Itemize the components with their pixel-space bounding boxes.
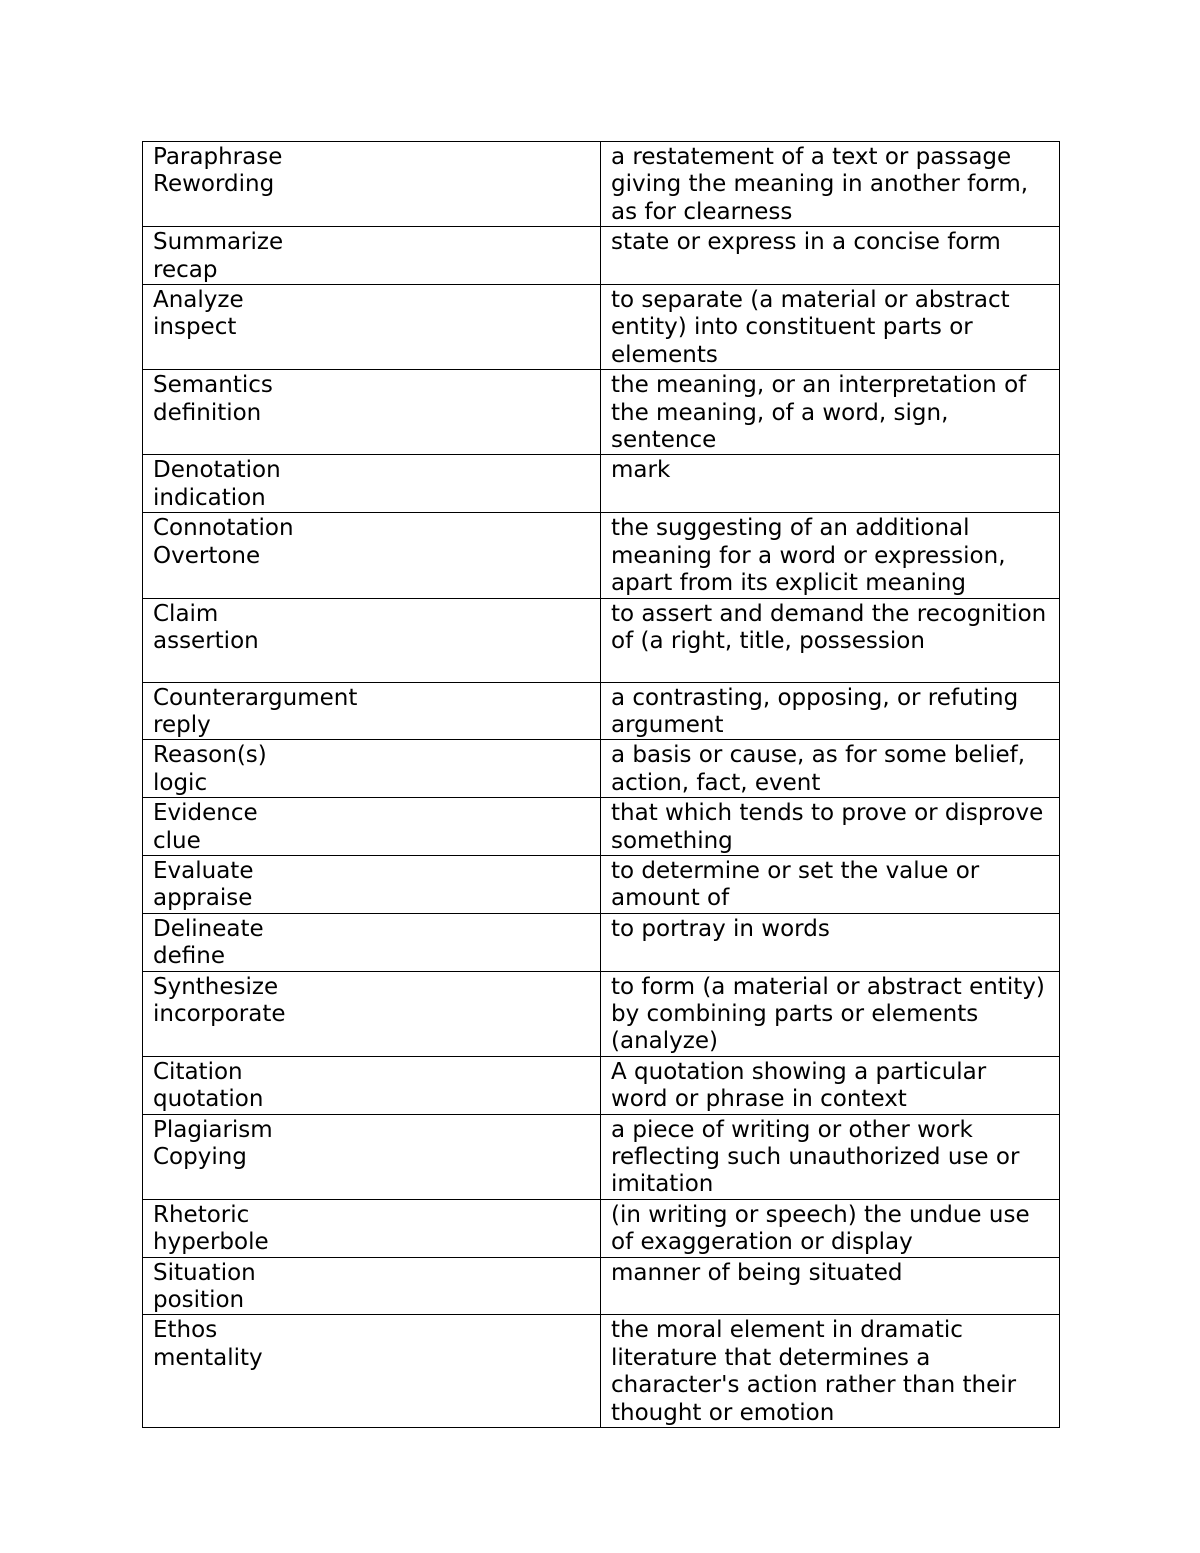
term-word: Citation xyxy=(153,1058,243,1085)
synonym-word: position xyxy=(153,1287,245,1314)
definition-cell xyxy=(601,971,1060,1056)
table-row xyxy=(143,682,1060,740)
term-cell xyxy=(143,913,601,971)
synonym-word: indication xyxy=(153,484,266,511)
definition-cell xyxy=(601,227,1060,285)
term-word: Plagiarism xyxy=(153,1116,273,1143)
term-cell xyxy=(143,798,601,856)
synonym-word: appraise xyxy=(153,885,253,912)
term-cell xyxy=(143,142,601,227)
synonym-word: define xyxy=(153,943,225,970)
definition-cell xyxy=(601,1257,1060,1315)
definition-text: state or express in a concise form xyxy=(611,229,1001,256)
table-row xyxy=(143,740,1060,798)
term-cell xyxy=(143,855,601,913)
definition-cell xyxy=(601,1056,1060,1114)
table-row xyxy=(143,455,1060,513)
definition-text: to form (a material or abstract entity) by combining parts or elements (analyze) xyxy=(611,973,1045,1055)
term-cell xyxy=(143,1199,601,1257)
synonym-word: reply xyxy=(153,711,211,738)
synonym-word: definition xyxy=(153,399,262,426)
synonym-word: Overtone xyxy=(153,542,261,569)
term-word: Ethos xyxy=(153,1317,218,1344)
term-word: Semantics xyxy=(153,372,273,399)
definition-text: A quotation showing a particular word or phrase in context xyxy=(611,1058,987,1113)
definition-text: to portray in words xyxy=(611,915,830,942)
definition-cell xyxy=(601,370,1060,455)
definition-cell xyxy=(601,142,1060,227)
term-cell xyxy=(143,227,601,285)
definition-text: the moral element in dramatic literature that determines a character's action rather than their thought or emotion xyxy=(611,1317,1017,1426)
definition-cell xyxy=(601,855,1060,913)
definition-cell xyxy=(601,513,1060,598)
term-word: Summarize xyxy=(153,229,284,256)
term-word: Delineate xyxy=(153,915,264,942)
term-word: Paraphrase xyxy=(153,144,283,170)
term-cell xyxy=(143,285,601,370)
table-row xyxy=(143,855,1060,913)
definition-text: a piece of writing or other work reflecting such unauthorized use or imitation xyxy=(611,1116,1020,1198)
definition-cell xyxy=(601,740,1060,798)
term-cell xyxy=(143,370,601,455)
term-word: Evidence xyxy=(153,800,258,827)
term-cell xyxy=(143,513,601,598)
term-cell xyxy=(143,1315,601,1428)
definition-cell xyxy=(601,682,1060,740)
term-cell xyxy=(143,740,601,798)
term-cell xyxy=(143,1257,601,1315)
table-row xyxy=(143,598,1060,682)
term-word: Rhetoric xyxy=(153,1201,250,1228)
synonym-word: mentality xyxy=(153,1344,263,1371)
table-row xyxy=(143,370,1060,455)
definition-cell xyxy=(601,798,1060,856)
table-row xyxy=(143,1257,1060,1315)
synonym-word: quotation xyxy=(153,1086,264,1113)
definition-text: the suggesting of an additional meaning for a word or expression, apart from its explicit meaning xyxy=(611,515,1006,597)
term-cell xyxy=(143,598,601,682)
definition-cell xyxy=(601,913,1060,971)
table-row xyxy=(143,1199,1060,1257)
table-row xyxy=(143,142,1060,227)
definition-cell xyxy=(601,455,1060,513)
definition-cell xyxy=(601,1315,1060,1428)
synonym-word: Copying xyxy=(153,1144,247,1170)
term-cell xyxy=(143,1114,601,1199)
definition-text: a contrasting, opposing, or refuting argument xyxy=(611,684,1019,738)
term-cell xyxy=(143,455,601,513)
definition-cell xyxy=(601,285,1060,370)
term-word: Denotation xyxy=(153,457,281,484)
term-word: Synthesize xyxy=(153,973,279,1000)
definition-text: manner of being situated xyxy=(611,1259,903,1286)
definition-text: to determine or set the value or amount of xyxy=(611,857,980,912)
definition-text: the meaning, or an interpretation of the meaning, of a word, sign, sentence xyxy=(611,372,1027,454)
vocabulary-table xyxy=(142,141,1060,1428)
table-row xyxy=(143,1056,1060,1114)
table-row xyxy=(143,1114,1060,1199)
synonym-word: clue xyxy=(153,827,201,854)
definition-text: a basis or cause, as for some belief, action, fact, event xyxy=(611,742,1026,796)
definition-text: to assert and demand the recognition of (a right, title, possession xyxy=(611,600,1047,654)
vocabulary-table-body xyxy=(143,142,1060,1428)
table-row xyxy=(143,798,1060,856)
term-word: Claim xyxy=(153,600,219,627)
synonym-word: inspect xyxy=(153,314,237,341)
definition-text: mark xyxy=(611,457,671,484)
term-cell xyxy=(143,1056,601,1114)
term-word: Analyze xyxy=(153,287,244,314)
synonym-word: hyperbole xyxy=(153,1229,269,1256)
synonym-word: assertion xyxy=(153,627,259,654)
term-cell xyxy=(143,682,601,740)
table-row xyxy=(143,513,1060,598)
table-row xyxy=(143,227,1060,285)
table-row xyxy=(143,1315,1060,1428)
definition-text: a restatement of a text or passage giving the meaning in another form, as for clearness xyxy=(611,144,1029,225)
term-word: Situation xyxy=(153,1259,256,1286)
term-cell xyxy=(143,971,601,1056)
term-word: Evaluate xyxy=(153,857,254,884)
term-word: Reason(s) xyxy=(153,742,267,769)
synonym-word: Rewording xyxy=(153,171,275,198)
term-word: Counterargument xyxy=(153,684,358,711)
definition-cell xyxy=(601,598,1060,682)
definition-cell xyxy=(601,1114,1060,1199)
synonym-word: logic xyxy=(153,769,208,796)
definition-text: to separate (a material or abstract entity) into constituent parts or elements xyxy=(611,287,1010,368)
definition-text: (in writing or speech) the undue use of exaggeration or display xyxy=(611,1201,1030,1256)
table-row xyxy=(143,913,1060,971)
term-word: Connotation xyxy=(153,515,294,542)
table-row xyxy=(143,285,1060,370)
definition-text: that which tends to prove or disprove something xyxy=(611,800,1044,854)
table-row xyxy=(143,971,1060,1056)
definition-cell xyxy=(601,1199,1060,1257)
synonym-word: incorporate xyxy=(153,1000,286,1027)
synonym-word: recap xyxy=(153,256,218,283)
